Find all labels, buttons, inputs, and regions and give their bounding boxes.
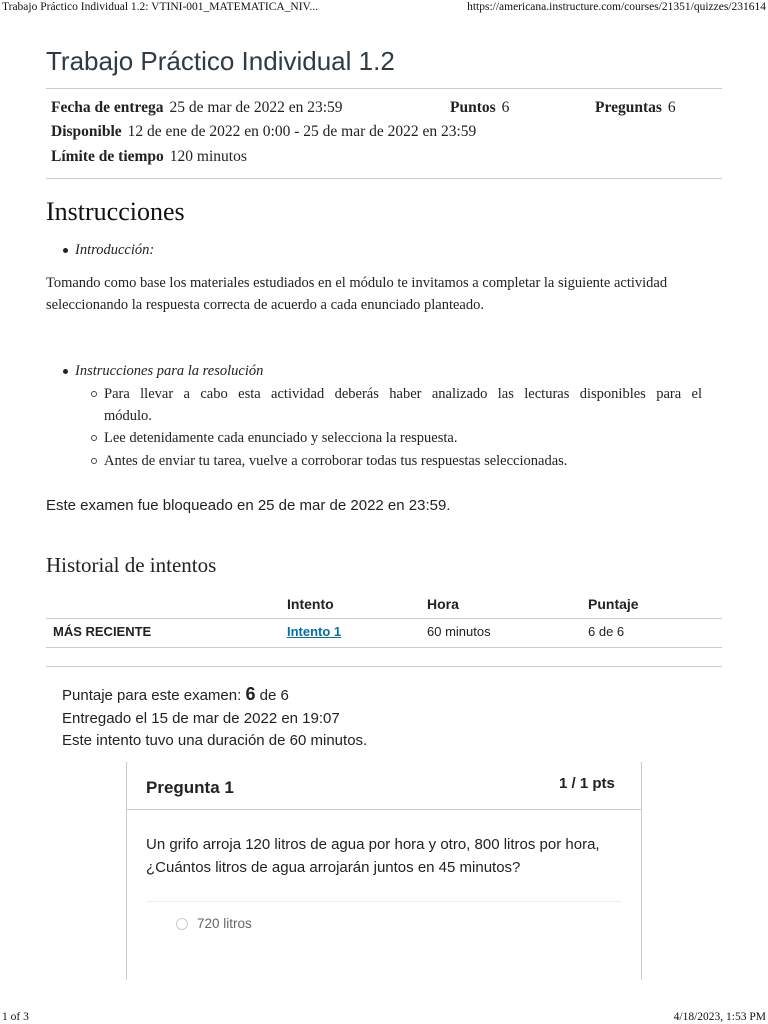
due-date-label: Fecha de entrega [51, 99, 164, 116]
sub-item-3: Antes de enviar tu tarea, vuelve a corroborar todas tus respuestas seleccionadas. [104, 453, 568, 469]
sub-item-2: Lee detenidamente cada enunciado y selecciona la respuesta. [104, 430, 458, 446]
table-divider [46, 647, 722, 648]
score-prefix: Puntaje para este examen: [62, 687, 242, 704]
sub-item-1-line2: módulo. [104, 408, 152, 424]
attempt-duration: Este intento tuvo una duración de 60 minutos. [62, 732, 368, 749]
col-header-attempt: Intento [287, 596, 334, 612]
resolution-bullet: Instrucciones para la resolución [75, 363, 264, 379]
lock-notice: Este examen fue bloqueado en 25 de mar de 2022 en 23:59. [46, 497, 451, 514]
due-date-value: 25 de mar de 2022 en 23:59 [169, 99, 343, 116]
row-label-latest: MÁS RECIENTE [53, 624, 152, 639]
time-limit-label: Límite de tiempo [51, 148, 164, 165]
bullet-icon [63, 248, 68, 253]
answer-option-1: 720 litros [197, 916, 252, 931]
sub-item-1-line1: Para llevar a cabo esta actividad deberás haber analizado las lecturas disponibles para el [104, 386, 702, 402]
intro-text-line1: Tomando como base los materiales estudiados en el módulo te invitamos a completar la siguiente actividad [46, 275, 668, 291]
section-divider [46, 666, 722, 667]
attempt-time: 60 minutos [427, 624, 491, 639]
page-title: Trabajo Práctico Individual 1.2 [46, 46, 395, 76]
attempt-link[interactable]: Intento 1 [287, 624, 342, 639]
question-text-line1: Un grifo arroja 120 litros de agua por hora y otro, 800 litros por hora, [146, 836, 600, 853]
question-header-divider [126, 809, 642, 810]
score-suffix: de 6 [259, 687, 289, 704]
print-footer-page: 1 of 3 [2, 1011, 29, 1023]
questions-label: Preguntas [595, 99, 662, 116]
col-header-time: Hora [427, 596, 459, 612]
time-limit-value: 120 minutos [169, 148, 247, 165]
question-title: Pregunta 1 [146, 778, 234, 797]
due-date [51, 99, 343, 117]
answers-divider [146, 901, 622, 902]
points-info [450, 99, 509, 117]
bullet-icon [63, 369, 68, 374]
print-header-url: https://americana.instructure.com/courses/21351/quizzes/231614 [467, 1, 766, 13]
sub-bullet-icon [91, 458, 97, 464]
points-value: 6 [501, 99, 510, 116]
questions-info [595, 99, 676, 117]
divider [46, 88, 722, 89]
sub-bullet-icon [91, 435, 97, 441]
submitted-date: Entregado el 15 de mar de 2022 en 19:07 [62, 710, 340, 727]
available-value: 12 de ene de 2022 en 0:00 - 25 de mar de 2022 en 23:59 [127, 123, 477, 140]
intro-bullet: Introducción: [75, 242, 155, 258]
questions-value: 6 [667, 99, 676, 116]
table-divider [46, 618, 722, 619]
answer-radio[interactable] [176, 918, 188, 930]
question-text-line2: ¿Cuántos litros de agua arrojarán juntos en 45 minutos? [146, 859, 521, 876]
sub-bullet-icon [91, 391, 97, 397]
history-heading: Historial de intentos [46, 553, 217, 577]
points-label: Puntos [450, 99, 496, 116]
col-header-score: Puntaje [588, 596, 639, 612]
print-footer-datetime: 4/18/2023, 1:53 PM [673, 1011, 766, 1023]
availability [51, 123, 476, 141]
time-limit [51, 148, 247, 166]
intro-text-line2: seleccionando la respuesta correcta de acuerdo a cada enunciado planteado. [46, 297, 484, 313]
divider [46, 178, 722, 179]
instructions-heading: Instrucciones [46, 197, 185, 226]
score-value: 6 [245, 684, 256, 704]
attempt-score: 6 de 6 [588, 624, 625, 639]
print-header-title: Trabajo Práctico Individual 1.2: VTINI-001_MATEMATICA_NIV... [2, 1, 319, 13]
score-summary [62, 684, 289, 705]
available-label: Disponible [51, 123, 122, 140]
question-points: 1 / 1 pts [559, 775, 615, 792]
